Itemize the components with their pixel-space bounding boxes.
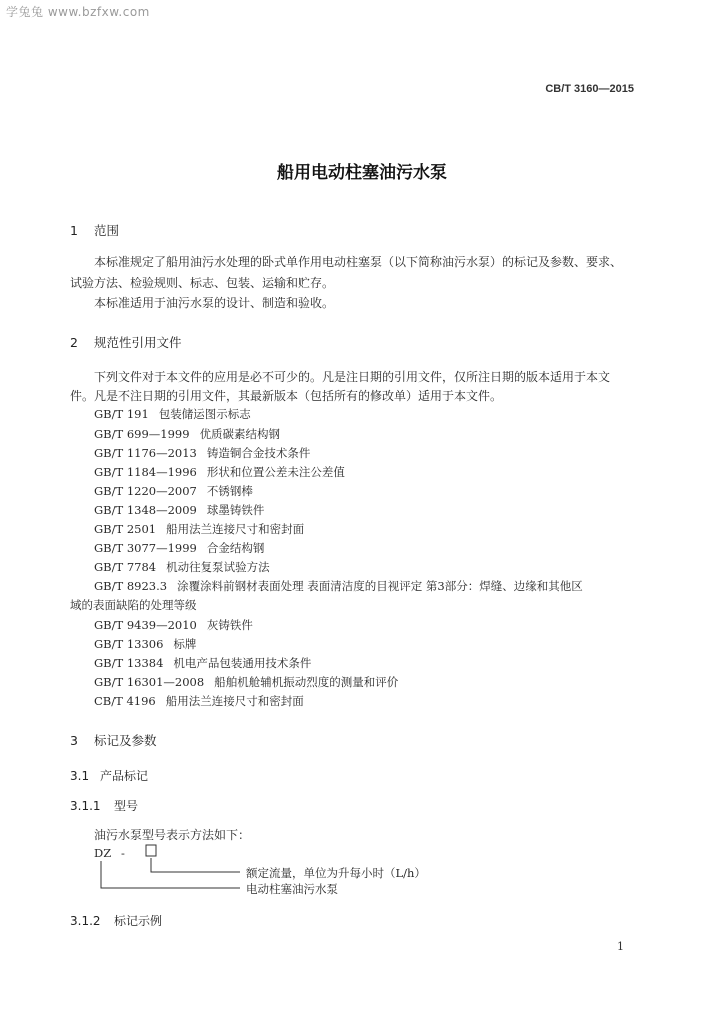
flow-label: 额定流量，单位为升每小时（L/h） (246, 866, 426, 880)
model-intro: 油污水泵型号表示方法如下： (94, 828, 251, 842)
reference-item: GB/T 13384 机电产品包装通用技术条件 (94, 656, 312, 670)
reference-item: GB/T 9439—2010 灰铸铁件 (94, 618, 253, 632)
reference-item: GB/T 13306 标牌 (94, 637, 197, 651)
reference-item: GB/T 7784 机动往复泵试验方法 (94, 560, 270, 574)
document-title: 船用电动柱塞油污水泵 (277, 163, 447, 183)
reference-item: GB/T 191 包装储运图示标志 (94, 407, 251, 421)
reference-item: GB/T 1184—1996 形状和位置公差未注公差值 (94, 465, 345, 479)
model-prefix: DZ (94, 846, 112, 860)
section-title: 范围 (94, 223, 120, 238)
watermark: 学兔兔 www.bzfxw.com (6, 5, 150, 19)
reference-item-continuation: 域的表面缺陷的处理等级 (70, 598, 197, 612)
reference-item: GB/T 3077—1999 合金结构钢 (94, 541, 265, 555)
page-number: 1 (617, 940, 624, 953)
pump-leader-line (101, 861, 240, 888)
reference-item: GB/T 16301—2008 船舶机舱辅机振动烈度的测量和评价 (94, 675, 399, 689)
section-number: 2 (70, 335, 78, 350)
model-dash: - (121, 846, 125, 860)
section-number: 1 (70, 223, 78, 238)
subsection-3-1-2-heading (70, 912, 162, 929)
subsection-title: 标记示例 (114, 914, 163, 928)
scope-paragraph-line-2: 试验方法、检验规则、标志、包装、运输和贮存。 (70, 276, 335, 290)
scope-paragraph-2: 本标准适用于油污水泵的设计、制造和验收。 (94, 296, 335, 310)
section-title: 标记及参数 (94, 733, 157, 748)
subsection-number: 3.1 (70, 769, 90, 783)
reference-item: GB/T 1176—2013 铸造铜合金技术条件 (94, 446, 311, 460)
reference-item: GB/T 8923.3 涂覆涂料前钢材表面处理 表面清洁度的目视评定 第3部分：焊缝、边缘和其他区 (94, 579, 583, 593)
reference-item: GB/T 1220—2007 不锈钢棒 (94, 484, 253, 498)
reference-item: GB/T 1348—2009 球墨铸铁件 (94, 503, 265, 517)
reference-item: GB/T 699—1999 优质碳素结构钢 (94, 427, 281, 441)
references-intro-line-1: 下列文件对于本文件的应用是必不可少的。凡是注日期的引用文件，仅所注日期的版本适用于本文 (94, 370, 611, 384)
subsection-number: 3.1.2 (70, 914, 101, 928)
pump-label: 电动柱塞油污水泵 (246, 882, 338, 896)
subsection-title: 产品标记 (100, 769, 149, 783)
flow-leader-line (151, 858, 240, 872)
section-title: 规范性引用文件 (94, 335, 182, 350)
reference-item: GB/T 2501 船用法兰连接尺寸和密封面 (94, 522, 305, 536)
references-intro-line-2: 件。凡是不注日期的引用文件，其最新版本（包括所有的修改单）适用于本文件。 (70, 389, 503, 403)
subsection-title: 型号 (114, 799, 139, 813)
section-number: 3 (70, 733, 78, 748)
flow-placeholder-box (146, 845, 156, 856)
standard-number: CB/T 3160—2015 (545, 83, 634, 95)
scope-paragraph-line-1: 本标准规定了船用油污水处理的卧式单作用电动柱塞泵（以下简称油污水泵）的标记及参数、要求、 (94, 255, 623, 269)
reference-item: CB/T 4196 船用法兰连接尺寸和密封面 (94, 694, 304, 708)
subsection-number: 3.1.1 (70, 799, 101, 813)
